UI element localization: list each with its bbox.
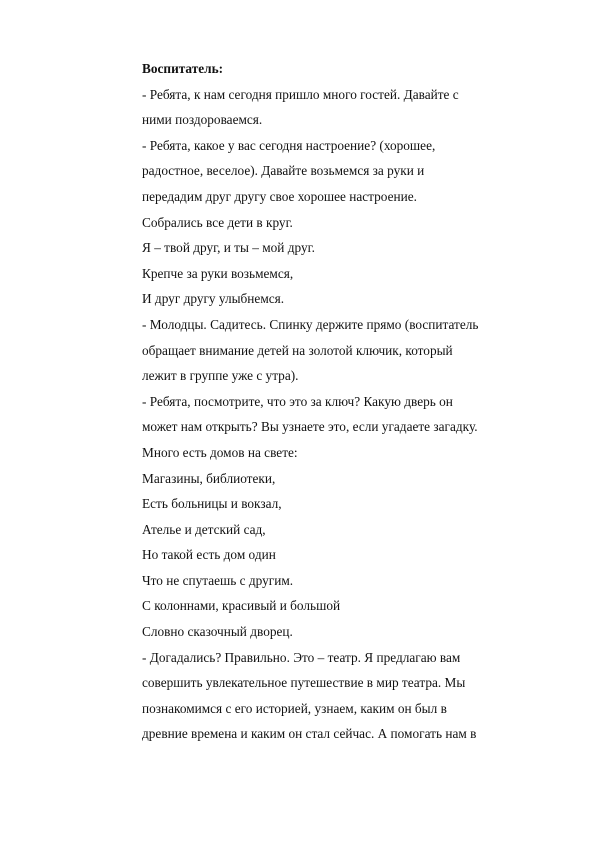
text-line: - Ребята, к нам сегодня пришло много гостей. Давайте с [142, 86, 459, 102]
text-line: познакомимся с его историей, узнаем, каким он был в [142, 700, 447, 716]
text-line: Ателье и детский сад, [142, 521, 266, 537]
text-line: - Молодцы. Садитесь. Спинку держите прямо (воспитатель [142, 316, 479, 332]
text-line: лежит в группе уже с утра). [142, 368, 299, 384]
text-line: - Ребята, посмотрите, что это за ключ? Какую дверь он [142, 393, 453, 409]
text-line: Много есть домов на свете: [142, 444, 298, 460]
text-line: Словно сказочный дворец. [142, 624, 293, 640]
text-line: Есть больницы и вокзал, [142, 496, 282, 512]
text-line: - Ребята, какое у вас сегодня настроение? (хорошее, [142, 137, 436, 153]
text-line: древние времена и каким он стал сейчас. А помогать нам в [142, 726, 477, 742]
text-line: И друг другу улыбнемся. [142, 291, 285, 307]
text-line: радостное, веселое). Давайте возьмемся за руки и [142, 163, 425, 179]
text-line: обращает внимание детей на золотой ключик, который [142, 342, 453, 358]
text-line: может нам открыть? Вы узнаете это, если угадаете загадку. [142, 419, 478, 435]
text-line: Но такой есть дом один [142, 547, 276, 563]
text-line: ними поздороваемся. [142, 112, 263, 128]
document-body [142, 56, 512, 747]
text-line: Собрались все дети в круг. [142, 214, 293, 230]
text-line: совершить увлекательное путешествие в мир театра. Мы [142, 675, 466, 691]
text-line: Магазины, библиотеки, [142, 470, 276, 486]
text-line: С колоннами, красивый и большой [142, 598, 341, 614]
text-line: Крепче за руки возьмемся, [142, 265, 294, 281]
text-line: передадим друг другу свое хорошее настроение. [142, 188, 417, 204]
text-line: Что не спутаешь с другим. [142, 572, 294, 588]
text-line: - Догадались? Правильно. Это – театр. Я предлагаю вам [142, 649, 461, 665]
speaker-heading: Воспитатель: [142, 61, 224, 76]
text-line: Я – твой друг, и ты – мой друг. [142, 240, 315, 256]
